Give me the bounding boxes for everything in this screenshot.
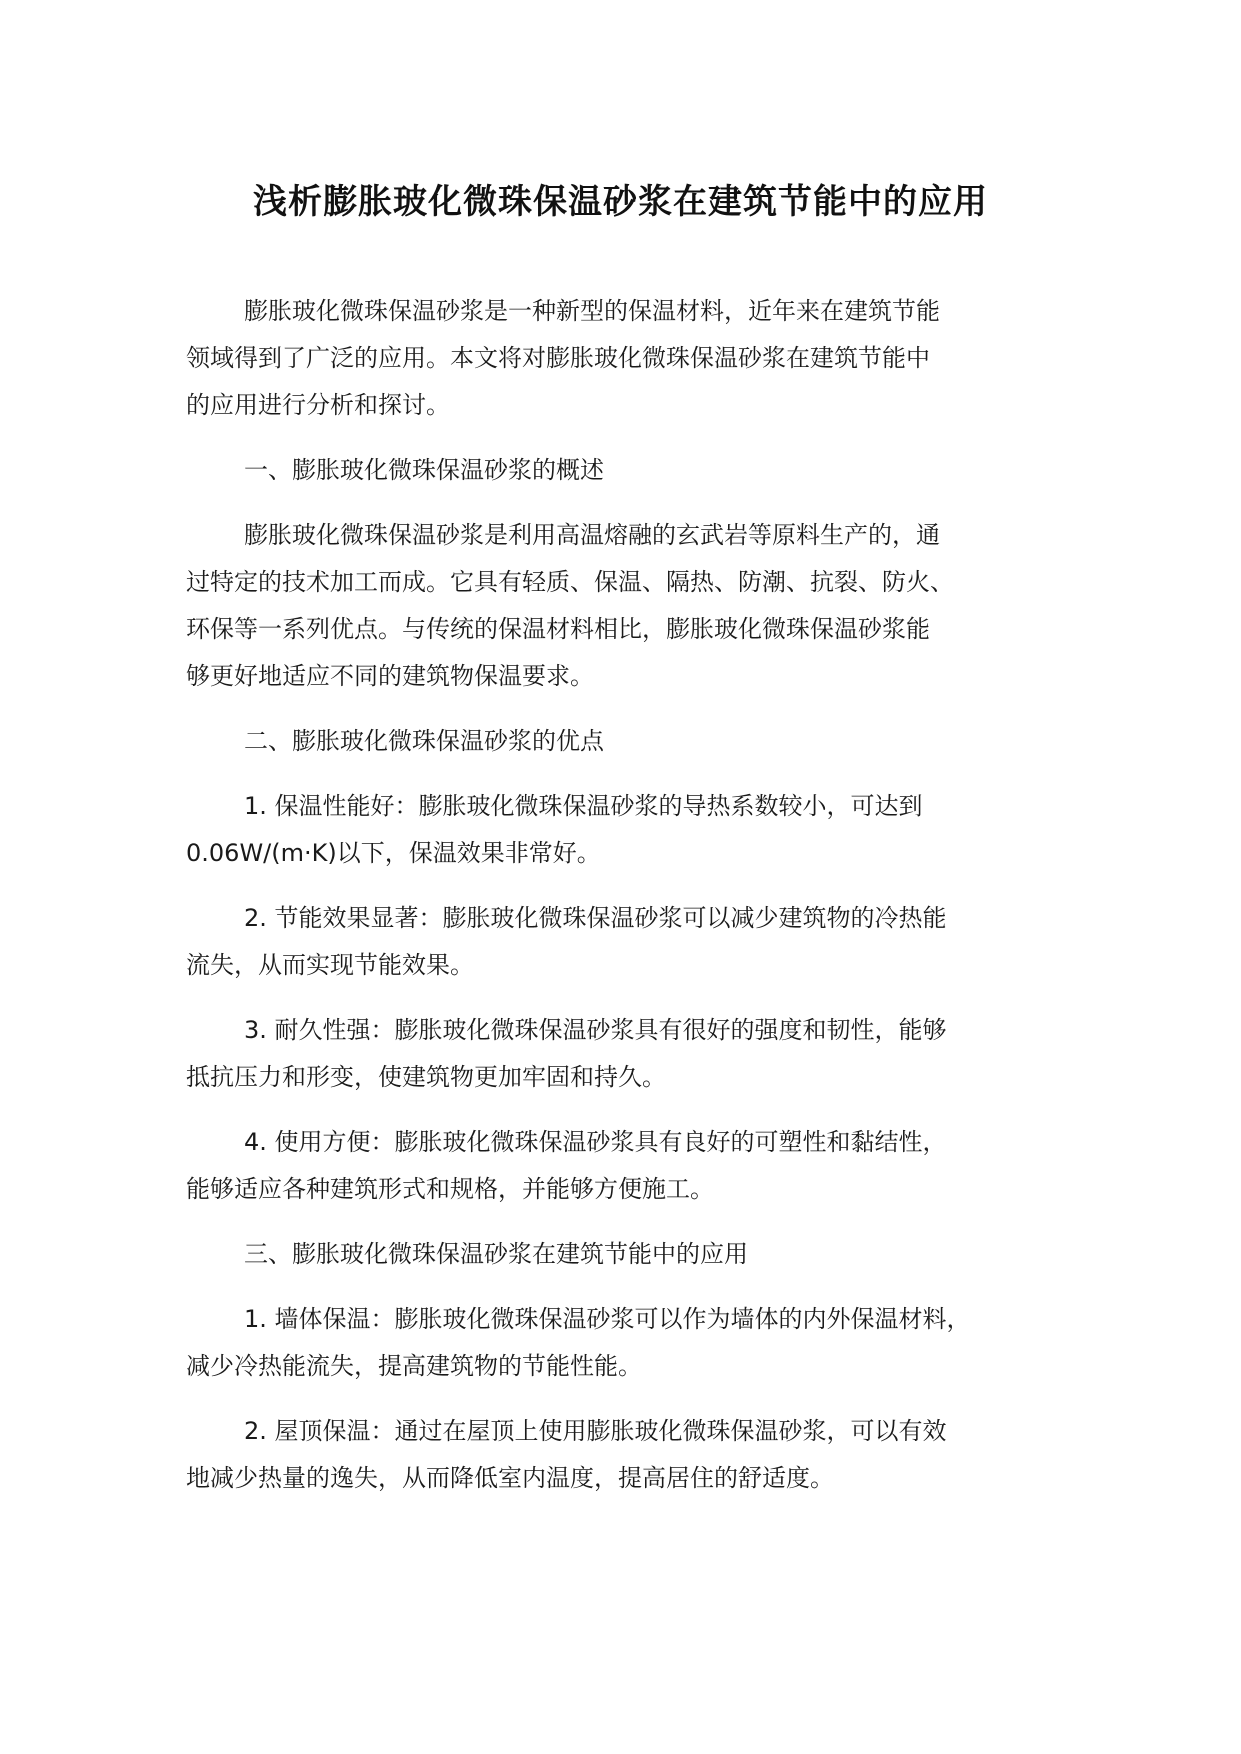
- paragraph-line: 抵抗压力和形变，使建筑物更加牢固和持久。: [186, 1063, 666, 1091]
- paragraph-line: 2. 屋顶保温：通过在屋顶上使用膨胀玻化微珠保温砂浆，可以有效: [244, 1417, 947, 1445]
- advantage-item-1: [186, 783, 1066, 877]
- paragraph-line: 0.06W/(m·K)以下，保温效果非常好。: [186, 839, 601, 867]
- advantage-item-3: [186, 1007, 1066, 1101]
- paragraph-line: 的应用进行分析和探讨。: [186, 391, 450, 419]
- heading-line: 二、膨胀玻化微珠保温砂浆的优点: [244, 727, 604, 755]
- paragraph-line: 2. 节能效果显著：膨胀玻化微珠保温砂浆可以减少建筑物的冷热能: [244, 904, 947, 932]
- section-heading-2: [186, 718, 1066, 765]
- paragraph-line: 1. 墙体保温：膨胀玻化微珠保温砂浆可以作为墙体的内外保温材料，: [244, 1305, 971, 1333]
- paragraph-overview: [186, 512, 1066, 700]
- paragraph-line: 地减少热量的逸失，从而降低室内温度，提高居住的舒适度。: [186, 1464, 834, 1492]
- paragraph-line: 膨胀玻化微珠保温砂浆是利用高温熔融的玄武岩等原料生产的，通: [244, 521, 940, 549]
- paragraph-line: 1. 保温性能好：膨胀玻化微珠保温砂浆的导热系数较小，可达到: [244, 792, 923, 820]
- paragraph-line: 环保等一系列优点。与传统的保温材料相比，膨胀玻化微珠保温砂浆能: [186, 615, 930, 643]
- heading-line: 一、膨胀玻化微珠保温砂浆的概述: [244, 456, 604, 484]
- section-heading-1: [186, 447, 1066, 494]
- paragraph-line: 3. 耐久性强：膨胀玻化微珠保温砂浆具有很好的强度和韧性，能够: [244, 1016, 947, 1044]
- paragraph-line: 够更好地适应不同的建筑物保温要求。: [186, 662, 594, 690]
- paragraph-line: 流失，从而实现节能效果。: [186, 951, 474, 979]
- paragraph-line: 膨胀玻化微珠保温砂浆是一种新型的保温材料，近年来在建筑节能: [244, 297, 940, 325]
- application-item-1: [186, 1296, 1066, 1390]
- paragraph-line: 过特定的技术加工而成。它具有轻质、保温、隔热、防潮、抗裂、防火、: [186, 568, 954, 596]
- application-item-2: [186, 1408, 1066, 1502]
- advantage-item-4: [186, 1119, 1066, 1213]
- heading-line: 三、膨胀玻化微珠保温砂浆在建筑节能中的应用: [244, 1240, 748, 1268]
- paragraph-line: 4. 使用方便：膨胀玻化微珠保温砂浆具有良好的可塑性和黏结性，: [244, 1128, 947, 1156]
- document-title: 浅析膨胀玻化微珠保温砂浆在建筑节能中的应用: [253, 182, 988, 222]
- section-heading-3: [186, 1231, 1066, 1278]
- paragraph-line: 领域得到了广泛的应用。本文将对膨胀玻化微珠保温砂浆在建筑节能中: [186, 344, 930, 372]
- paragraph-line: 减少冷热能流失，提高建筑物的节能性能。: [186, 1352, 642, 1380]
- paragraph-line: 能够适应各种建筑形式和规格，并能够方便施工。: [186, 1175, 714, 1203]
- advantage-item-2: [186, 895, 1066, 989]
- paragraph-intro: [186, 288, 1066, 429]
- document-body: [186, 288, 1066, 1520]
